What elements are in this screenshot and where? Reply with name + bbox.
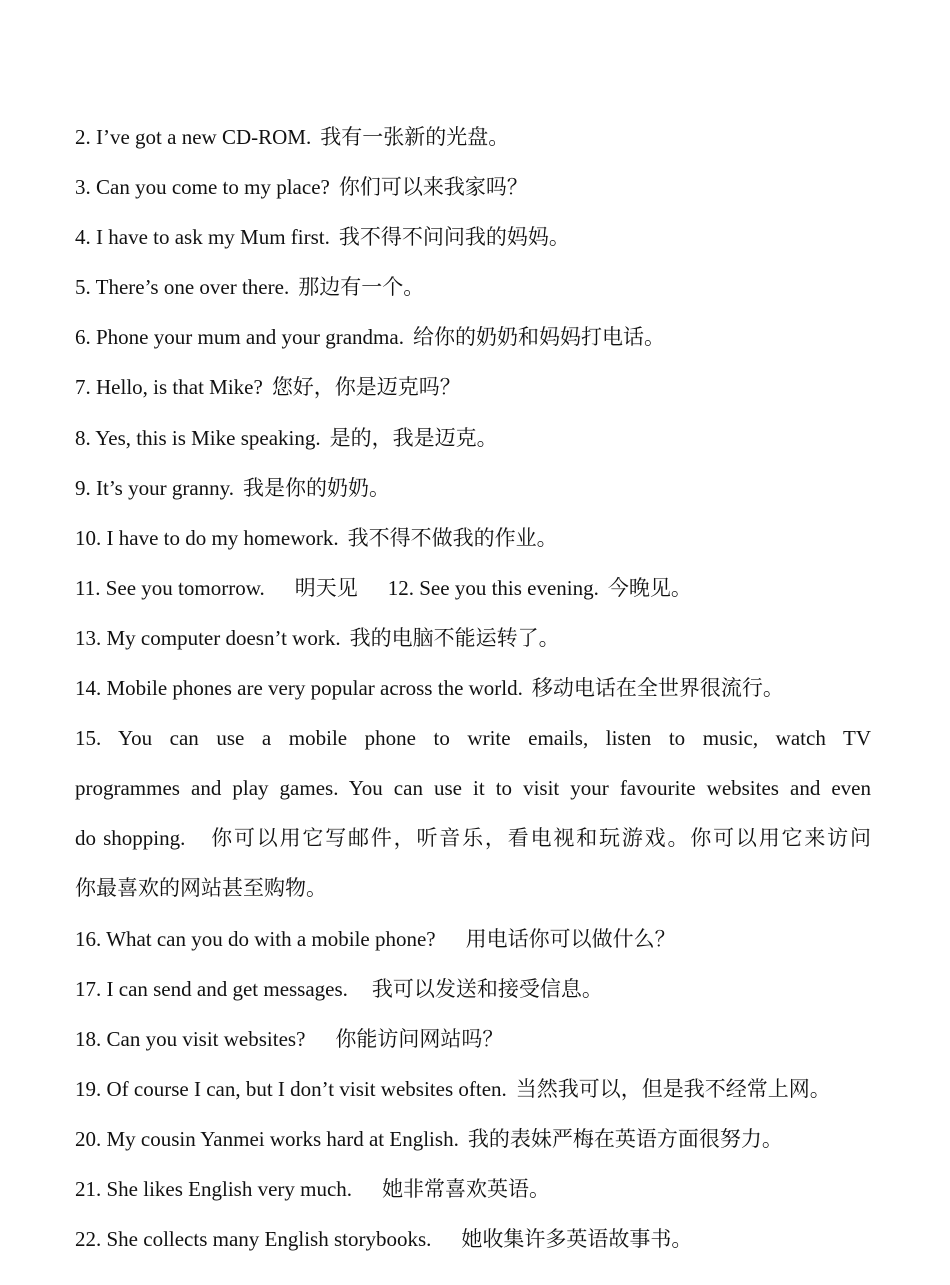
sentence-english: 10. I have to do my homework. — [75, 525, 339, 550]
sentence-english: 11. See you tomorrow. — [75, 575, 265, 600]
sentence-chinese: 我是你的奶奶。 — [243, 475, 391, 500]
sentence-english: 5. There’s one over there. — [75, 275, 290, 300]
sentence-english: 20. My cousin Yanmei works hard at English. — [75, 1126, 459, 1151]
sentence-chinese: 她收集许多英语故事书。 — [461, 1227, 693, 1252]
sentence-chinese: 我有一张新的光盘。 — [320, 125, 510, 149]
sentence-chinese: 用电话你可以做什么？ — [465, 926, 676, 951]
sentence-english: 21. She likes English very much. — [75, 1176, 353, 1201]
sentence-line — [75, 964, 871, 1014]
sentence-list — [75, 112, 871, 1264]
sentence-english: 3. Can you come to my place? — [75, 175, 330, 200]
sentence-english: 8. Yes, this is Mike speaking. — [75, 425, 321, 450]
sentence-line — [75, 513, 871, 563]
sentence-line — [75, 413, 871, 463]
sentence-chinese: 当然我可以，但是我不经常上网。 — [515, 1076, 831, 1101]
sentence-chinese: 今晚见。 — [607, 575, 692, 600]
sentence-line — [75, 463, 871, 513]
sentence-line — [75, 914, 871, 964]
sentence-chinese: 明天见 — [294, 575, 358, 600]
sentence-chinese: 给你的奶奶和妈妈打电话。 — [412, 325, 665, 350]
sentence-line — [75, 262, 871, 312]
sentence-chinese: 我的表妹严梅在英语方面很努力。 — [467, 1126, 783, 1151]
sentence-line — [75, 613, 871, 663]
sentence-paragraph — [75, 713, 871, 913]
sentence-english: 12. See you this evening. — [387, 575, 599, 600]
sentence-english: 19. Of course I can, but I don’t visit websites often. — [75, 1076, 507, 1101]
sentence-english: 15. You can use a mobile phone to write emails, listen to music, watch TV — [75, 726, 871, 751]
sentence-chinese: 你能访问网站吗？ — [335, 1026, 504, 1051]
sentence-chinese: 是的，我是迈克。 — [329, 425, 498, 450]
sentence-english: 13. My computer doesn’t work. — [75, 625, 341, 650]
sentence-chinese: 那边有一个。 — [298, 275, 425, 300]
sentence-line — [75, 1114, 871, 1164]
sentence-chinese: 你可以用它写邮件，听音乐，看电视和玩游戏。你可以用它来访问 — [209, 826, 871, 851]
sentence-chinese: 我不得不问问我的妈妈。 — [338, 225, 570, 250]
sentence-chinese: 您好，你是迈克吗？ — [271, 375, 461, 400]
sentence-chinese: 你最喜欢的网站甚至购物。 — [75, 876, 327, 901]
sentence-english: 16. What can you do with a mobile phone? — [75, 926, 436, 951]
sentence-line — [75, 663, 871, 713]
sentence-line — [75, 212, 871, 262]
sentence-english: 2. I’ve got a new CD-ROM. — [75, 125, 312, 149]
sentence-english: do shopping. — [75, 826, 186, 851]
sentence-chinese: 你们可以来我家吗？ — [338, 175, 528, 200]
sentence-chinese: 我可以发送和接受信息。 — [371, 976, 603, 1001]
sentence-line — [75, 162, 871, 212]
sentence-english: 18. Can you visit websites? — [75, 1026, 306, 1051]
sentence-english: 6. Phone your mum and your grandma. — [75, 325, 404, 350]
sentence-chinese: 移动电话在全世界很流行。 — [531, 676, 784, 701]
sentence-english: 4. I have to ask my Mum first. — [75, 225, 330, 250]
sentence-line — [75, 1014, 871, 1064]
sentence-english: programmes and play games. You can use it to visit your favourite websites and even — [75, 776, 871, 801]
sentence-chinese: 我的电脑不能运转了。 — [349, 625, 560, 650]
sentence-line — [75, 563, 871, 613]
sentence-line — [75, 1164, 871, 1214]
sentence-line — [75, 112, 871, 162]
sentence-english: 22. She collects many English storybooks. — [75, 1227, 432, 1252]
sentence-english: 17. I can send and get messages. — [75, 976, 348, 1001]
sentence-line — [75, 362, 871, 412]
sentence-english: 7. Hello, is that Mike? — [75, 375, 263, 400]
sentence-english: 9. It’s your granny. — [75, 475, 235, 500]
sentence-chinese: 她非常喜欢英语。 — [382, 1176, 551, 1201]
sentence-line — [75, 1214, 871, 1264]
sentence-chinese: 我不得不做我的作业。 — [347, 525, 558, 550]
sentence-line — [75, 1064, 871, 1114]
sentence-line — [75, 312, 871, 362]
sentence-english: 14. Mobile phones are very popular across the world. — [75, 676, 523, 701]
